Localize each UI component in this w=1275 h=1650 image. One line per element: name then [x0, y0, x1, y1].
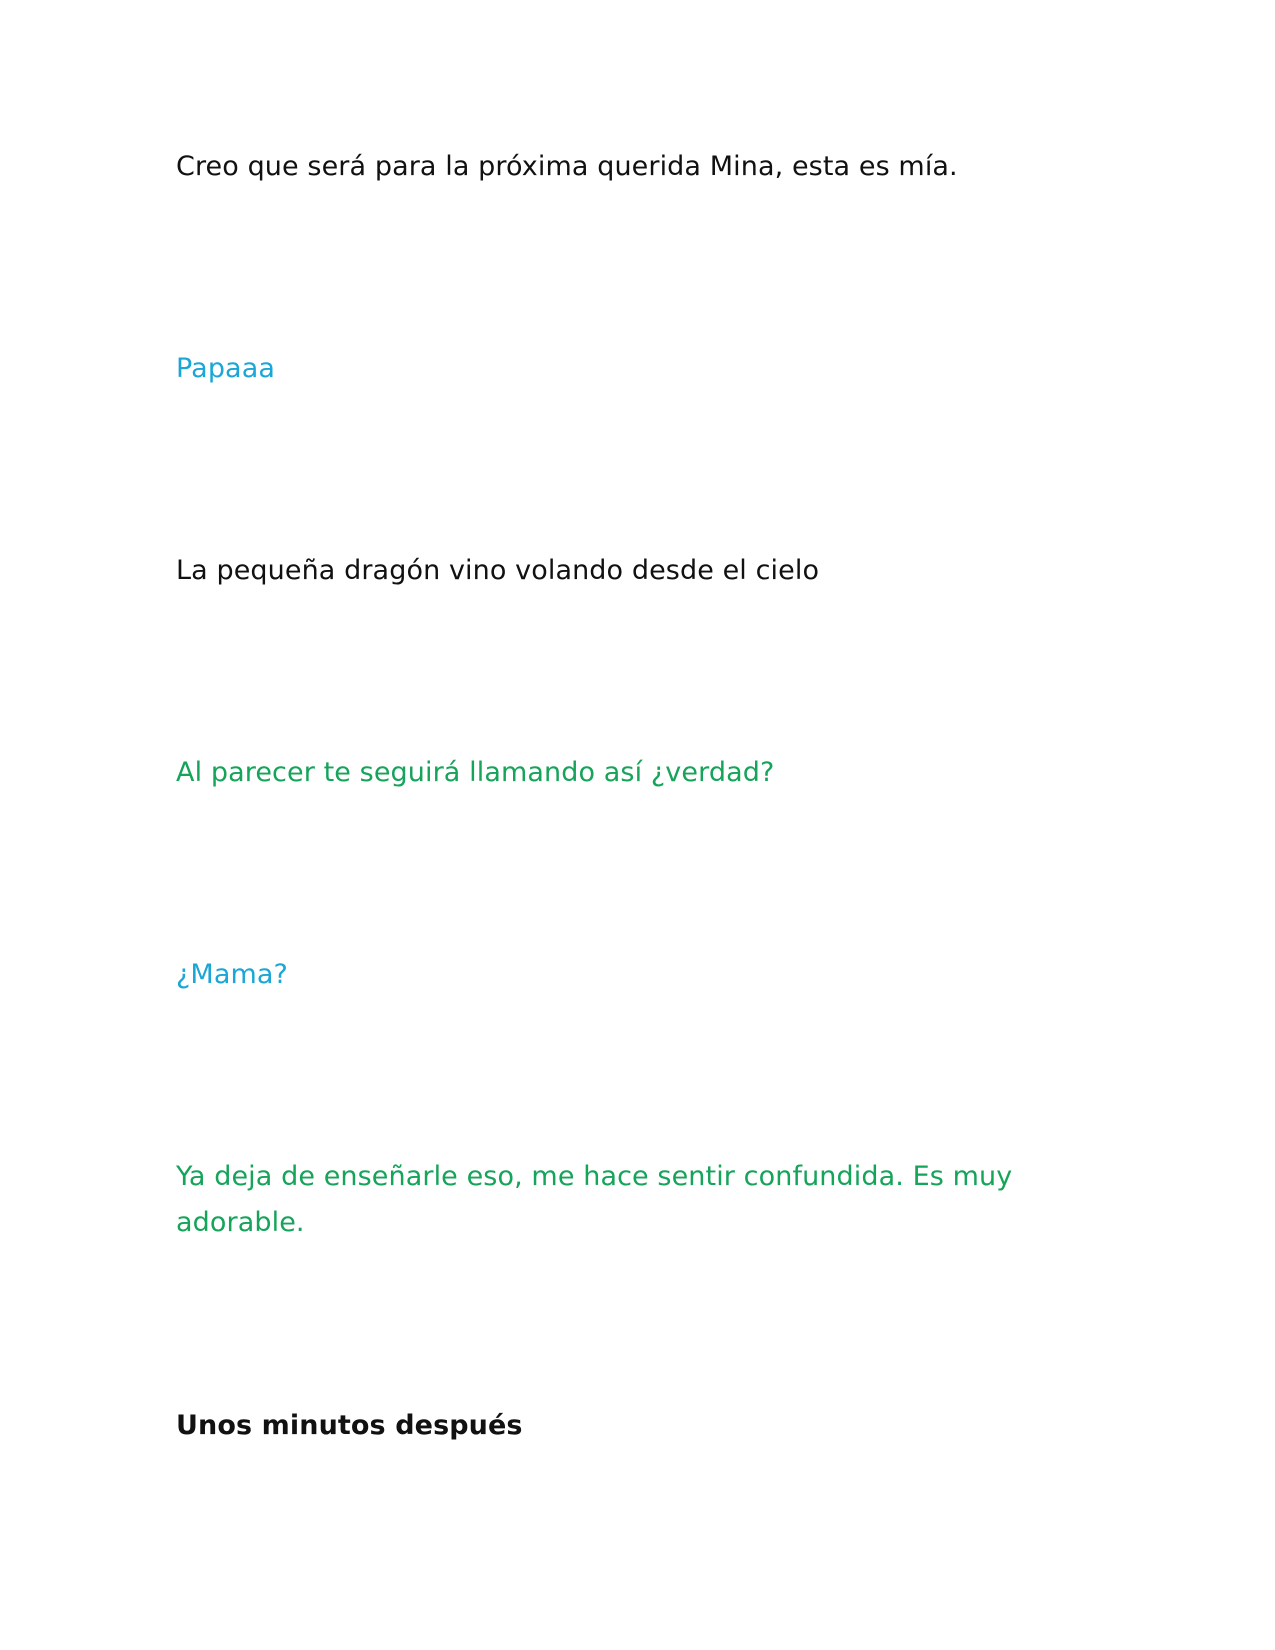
- paragraph-dialogue-confundida: Ya deja de enseñarle eso, me hace sentir confundida. Es muy adorable.: [176, 1161, 1013, 1238]
- paragraph-dialogue-mama: ¿Mama?: [176, 959, 288, 990]
- paragraph-narration-dragon: La pequeña dragón vino volando desde el cielo: [176, 555, 820, 586]
- paragraph-dialogue-verdad: Al parecer te seguirá llamando así ¿verdad?: [176, 757, 775, 788]
- paragraph-narration-mina: Creo que será para la próxima querida Mina, esta es mía.: [176, 151, 958, 182]
- scene-break-heading: Unos minutos después: [176, 1410, 523, 1441]
- paragraph-dialogue-papaaa: Papaaa: [176, 353, 275, 384]
